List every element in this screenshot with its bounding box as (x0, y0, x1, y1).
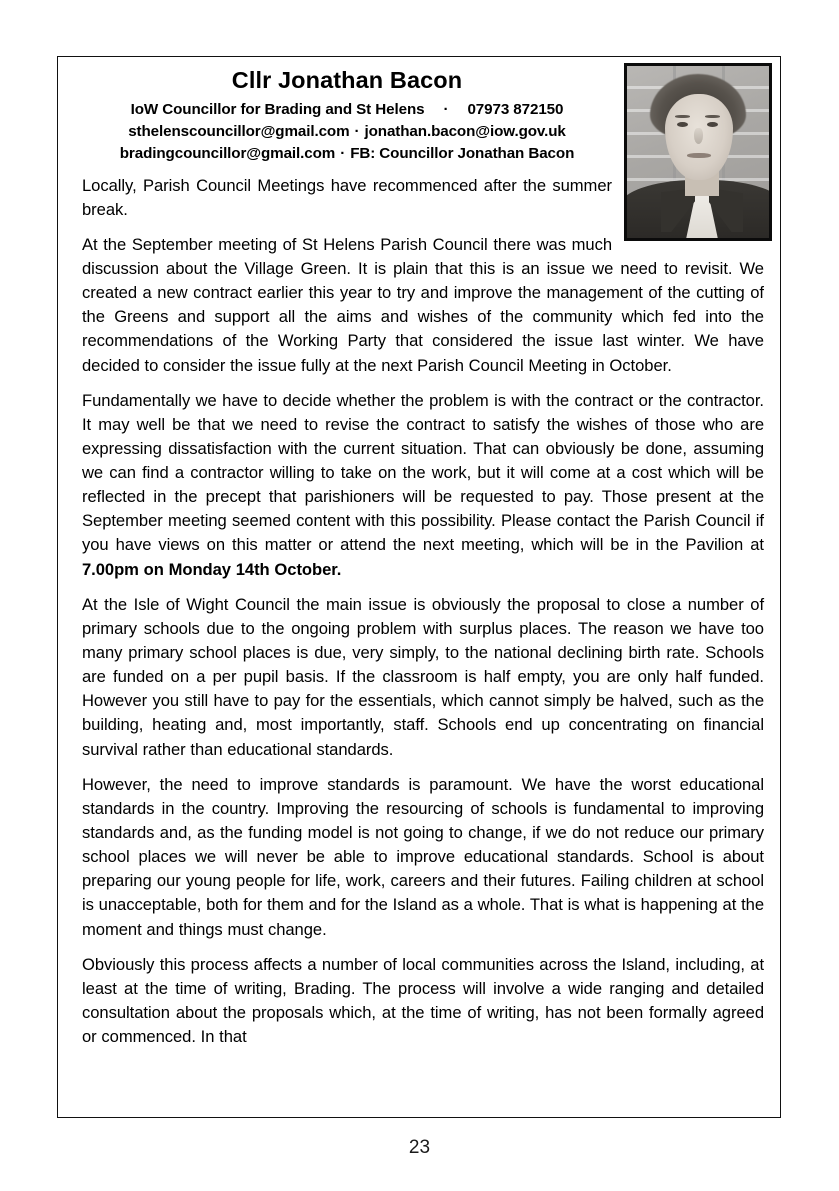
separator-dot: · (354, 122, 360, 140)
paragraph-consultation: Obviously this process affects a number of local communities across the Island, including, at least at the time of writing, Brading. The process will involve a wide ranging and detailed consultation about the proposals which, at the time of writing, has not been formally agreed or commenced. In that (82, 954, 764, 1047)
page-title: Cllr Jonathan Bacon (231, 67, 463, 93)
paragraph-intro: Locally, Parish Council Meetings have recommenced after the summer break. (82, 175, 612, 219)
email-sthelenscouncillor[interactable]: sthelenscouncillor@gmail.com (128, 122, 350, 140)
facebook-handle: FB: Councillor Jonathan Bacon (350, 144, 575, 162)
separator-dot: · (443, 100, 449, 118)
paragraph-village-green: At the September meeting of St Helens Parish Council there was much discussion about the Village Green. It is plain that this is an issue we need to revisit. We created a new contract earlier this year to try and improve the management of the cutting of the Greens and support all the aims and wishes of the community which fed into the recommendations of the Working Party that considered the issue last winter. We have decided to consider the issue fully at the next Parish Council Meeting in October. (82, 234, 764, 375)
meeting-time-emphasis: 7.00pm on Monday 14th October. (82, 559, 342, 579)
portrait-nose (694, 128, 703, 144)
portrait-eyebrow-right (705, 115, 720, 118)
paragraph-school-closures: At the Isle of Wight Council the main issue is obviously the proposal to close a number of primary schools due to the ongoing problem with surplus places. The reason we have too many primary school places is due, very simply, to the national declining birth rate. Schools are funded on a per pupil basis. If the classroom is half empty, you are only half funded. However you still have to pay for the essentials, which cannot simply be halved, such as the building, heating and, most importantly, staff. Schools end up concentrating on financial survival rather than educational standards. (82, 594, 764, 759)
portrait-image (627, 66, 769, 238)
paragraph-standards: However, the need to improve standards is paramount. We have the worst educational standards in the country. Improving the resourcing of schools is fundamental to improving standards and, as the funding model is not going to change, if we do not reduce our primary school places we will never be able to improve educational standards. School is about preparing our young people for life, work, careers and their futures. Failing children at school is unacceptable, both for them and for the Island as a whole. That is what is happening at the moment and things must change. (82, 774, 764, 939)
article-body (82, 174, 764, 1050)
portrait-mouth (687, 153, 711, 158)
paragraph-contract (82, 389, 764, 582)
article-frame (57, 56, 781, 1118)
phone-number: 07973 872150 (467, 100, 564, 118)
portrait-eye-left (677, 122, 688, 127)
portrait-eye-right (707, 122, 718, 127)
separator-dot: · (340, 144, 346, 162)
paragraph-contract-text: Fundamentally we have to decide whether the problem is with the contract or the contractor. It may well be that we need to revise the contract to satisfy the wishes of those who are expressing dissatisfaction with the current situation. That can obviously be done, assuming we can find a contractor willing to take on the work, but it will come at a cost which will be reflected in the precept that parishioners will be requested to pay. Those present at the September meeting seemed content with this possibility. Please contact the Parish Council if you have views on this matter or attend the next meeting, which will be in the Pavilion at (82, 390, 764, 555)
email-jonathan-bacon-iow[interactable]: jonathan.bacon@iow.gov.uk (364, 122, 566, 140)
councillor-portrait-photo (624, 63, 772, 241)
email-bradingcouncillor[interactable]: bradingcouncillor@gmail.com (119, 144, 336, 162)
portrait-eyebrow-left (675, 115, 690, 118)
councillor-role-label: IoW Councillor for Brading and St Helens (130, 100, 425, 118)
page-number: 23 (408, 1137, 431, 1158)
